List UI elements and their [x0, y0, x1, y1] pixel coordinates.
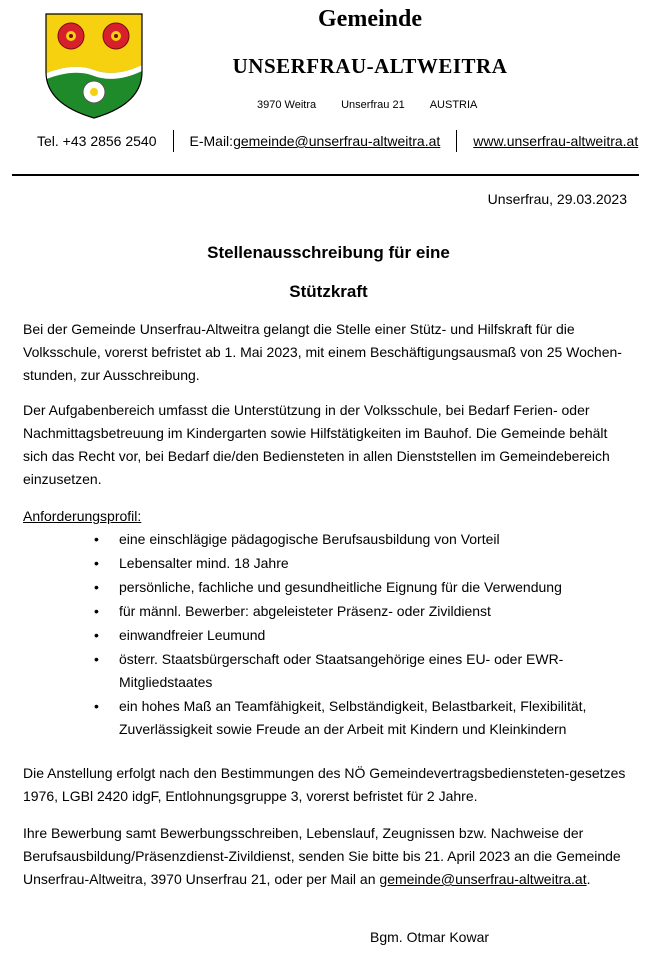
- signature: Bgm. Otmar Kowar: [370, 929, 490, 945]
- divider: [456, 130, 457, 152]
- address-line: [240, 99, 557, 111]
- postcode-town: 3970 Weitra: [257, 99, 317, 111]
- paragraph-application: [23, 822, 635, 891]
- list-item: • für männl. Bewerber: abgeleisteter Präsenz- oder Zivildienst: [90, 600, 640, 623]
- list-item: • Lebensalter mind. 18 Jahre: [90, 552, 640, 575]
- requirements-label: Anforderungsprofil:: [23, 508, 142, 524]
- country: AUSTRIA: [429, 99, 478, 111]
- date-line: Unserfrau, 29.03.2023: [487, 191, 627, 207]
- heading-line-1: Stellenausschreibung für eine: [207, 243, 450, 262]
- paragraph-employment: Die Anstellung erfolgt nach den Bestimmungen des NÖ Gemeindevertragsbediensteten-gesetzes 1976, LGBl 2420 idgF, Entlohnungsgruppe 3, vorerst befristet für 2 Jahre.: [23, 765, 626, 804]
- heading-line-2: Stützkraft: [289, 282, 368, 301]
- requirements-list: [90, 528, 640, 742]
- street: Unserfrau 21: [341, 99, 405, 111]
- list-item: • österr. Staatsbürgerschaft oder Staatsangehörige eines EU- oder EWR-Mitgliedstaates: [90, 648, 640, 694]
- phone: Tel. +43 2856 2540: [37, 133, 157, 149]
- paragraph-duties: Der Aufgabenbereich umfasst die Unterstützung in der Volksschule, bei Bedarf Ferien- oder Nachmittagsbetreuung im Kindergarten sowie Hilfstätigkeiten im Bauhof. Die Gemeinde behält sich das Recht vor, bei Bedarf die/den Bediensteten in allen Dienststellen im Gemeindebereich einzusetzen.: [23, 402, 610, 487]
- list-item: • ein hohes Maß an Teamfähigkeit, Selbständigkeit, Belastbarkeit, Flexibilität, Zuverlässigkeit sowie Freude an der Arbeit mit Kindern und Kleinkindern: [90, 695, 640, 741]
- divider: [173, 130, 174, 152]
- list-item: • eine einschlägige pädagogische Berufsausbildung von Vorteil: [90, 528, 640, 551]
- list-item: • einwandfreier Leumund: [90, 624, 640, 647]
- contact-line: [20, 130, 640, 152]
- email-label: E-Mail:: [189, 133, 234, 149]
- application-email-link[interactable]: gemeinde@unserfrau-altweitra.at: [379, 871, 587, 887]
- municipality-name: UNSERFRAU-ALTWEITRA: [232, 54, 508, 78]
- municipal-crest: [44, 12, 144, 120]
- paragraph-intro: Bei der Gemeinde Unserfrau-Altweitra gelangt die Stelle einer Stütz- und Hilfskraft für die Volksschule, vorerst befristet ab 1. Mai 2023, mit einem Beschäftigungsausmaß von 25 Wochen-stunden, zur Ausschreibung.: [23, 321, 622, 383]
- application-text: Ihre Bewerbung samt Bewerbungsschreiben, Lebenslauf, Zeugnissen bzw. Nachweise der Berufsausbildung/Präsenzdienst-Zivildienst, senden Sie bitte bis 21. April 2023 an die Gemeinde Unserfrau-Altweitra, 3970 Unserfrau 21, oder per Mail an: [23, 825, 621, 887]
- header-rule: [12, 174, 639, 176]
- header-title: Gemeinde: [318, 6, 422, 32]
- website-link[interactable]: www.unserfrau-altweitra.at: [473, 133, 639, 149]
- application-end: .: [586, 871, 591, 887]
- email-link[interactable]: gemeinde@unserfrau-altweitra.at: [233, 133, 441, 149]
- list-item: • persönliche, fachliche und gesundheitliche Eignung für die Verwendung: [90, 576, 640, 599]
